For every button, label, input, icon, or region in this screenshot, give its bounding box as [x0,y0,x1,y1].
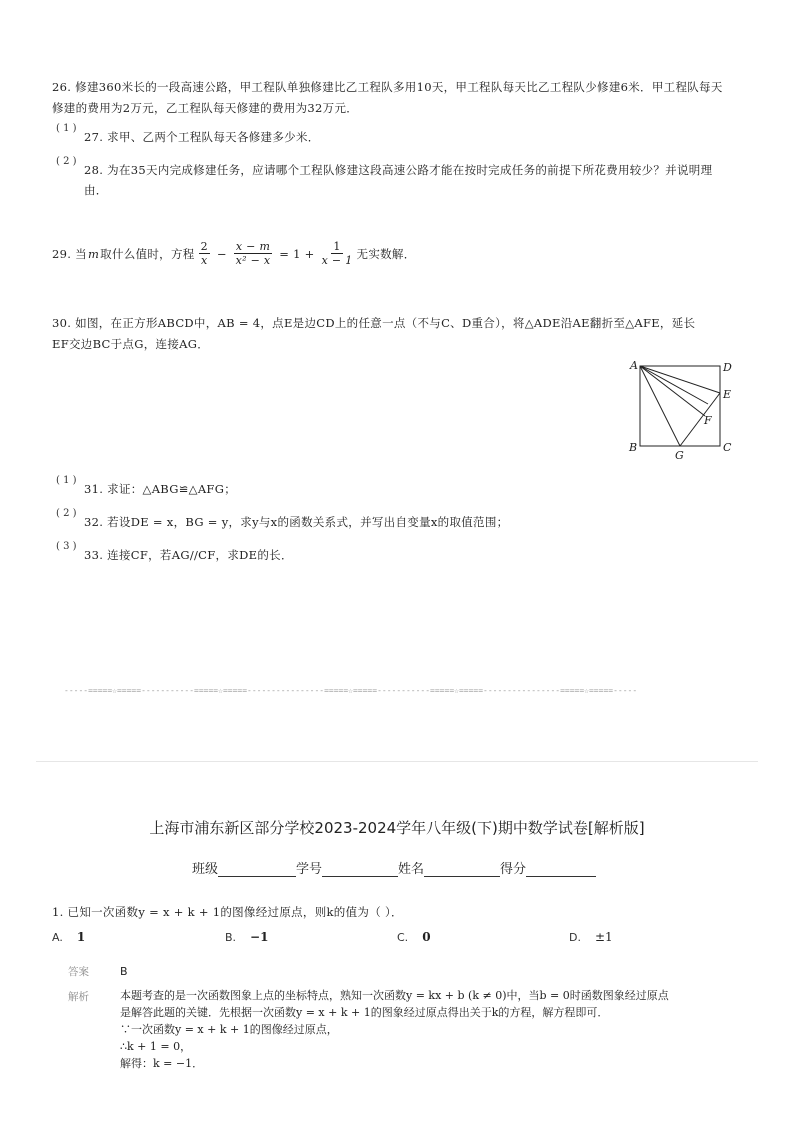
student-id-label: 学号 [296,862,323,877]
q29-minus: − [216,246,227,261]
analysis-line-4: ∴k + 1 = 0， [120,1040,192,1053]
exam-title: 上海市浦东新区部分学校2023-2024学年八年级(下)期中数学试卷[解析版] [149,819,645,837]
analysis-line-5: 解得：k = −1． [120,1057,204,1070]
score-label: 得分 [500,862,527,877]
label-e: E [723,388,732,401]
page-break-line [36,761,758,762]
q29-frac1-num: 2 [200,240,208,253]
analysis-line-1: 本题考查的是一次函数图象上点的坐标特点，熟知一次函数y = kx + b (k ≠ 0)中，当b = 0时函数图象经过原点 [120,989,669,1002]
class-field[interactable] [218,862,296,877]
label-a: A [630,359,638,372]
question-33: 33. 连接CF，若AG//CF，求DE的长． [84,548,293,562]
option-b-label: B. [225,931,237,944]
label-d: D [723,361,732,374]
name-label: 姓名 [398,862,425,877]
question-30 [52,314,752,353]
option-b[interactable] [225,930,268,944]
question-30-line2: EF交边BC于点G，连接AG． [52,337,210,351]
q29-frac1 [199,240,210,267]
square-figure [620,356,740,464]
sub-tag-31: ( 1 ) [56,475,77,486]
label-b: B [629,441,638,454]
q29-middle: 取什么值时，方程 [100,246,195,261]
question-28-line1: 28. 为在35天内完成修建任务，应请哪个工程队修建这段高速公路才能在按时完成任务的前提下所花费用较少？并说明理 [84,163,713,177]
option-a-value: 1 [76,930,86,944]
option-d-value: ±1 [594,930,613,944]
analysis-line-2: 是解答此题的关键．先根据一次函数y = x + k + 1的图象经过原点得出关于k的方程，解方程即可． [120,1006,609,1019]
q29-frac1-den: x [200,254,208,267]
option-c-label: C. [397,931,409,944]
option-d[interactable] [569,930,613,944]
student-id-field[interactable] [322,862,398,877]
label-c: C [723,441,732,454]
question-30-line1: 30. 如图，在正方形ABCD中，AB = 4，点E是边CD上的任意一点（不与C、D重合），将△ADE沿AE翻折至△AFE，延长 [52,316,696,330]
option-c-value: 0 [422,930,431,944]
question-26 [52,78,752,117]
answer-label: 答案 [68,966,89,978]
class-label: 班级 [192,862,219,877]
label-f: F [704,414,712,427]
q29-suffix: 无实数解． [356,246,416,261]
q29-prefix: 29. 当 [52,246,87,261]
label-g: G [675,449,684,462]
q29-var-m: m [87,246,100,261]
option-a-label: A. [52,931,63,944]
name-field[interactable] [424,862,500,877]
option-c[interactable] [397,930,431,944]
q29-frac2-num: x − m [235,240,271,253]
square-abcd [640,366,720,446]
question-28 [84,161,744,199]
sub-tag-33: ( 3 ) [56,541,77,552]
analysis-line-3: ∵一次函数y = x + k + 1的图像经过原点， [120,1023,338,1036]
answer-value: B [120,965,128,978]
segment-af [640,366,705,416]
option-d-label: D. [569,931,581,944]
analysis-label: 解析 [68,991,89,1003]
question-26-line2: 修建的费用为2万元，乙工程队每天修建的费用为32万元． [52,101,359,115]
q29-frac3 [322,240,353,267]
q29-frac3-den: x − 1 [321,254,353,267]
question-31: 31. 求证：△ABG≌△AFG； [84,482,236,496]
score-field[interactable] [526,862,596,877]
question-28-line2: 由． [84,183,108,197]
question-26-line1: 26. 修建360米长的一段高速公路，甲工程队单独修建比乙工程队多用10天，甲工程队每天比乙工程队少修建6米．甲工程队每天 [52,80,723,94]
q29-frac2 [234,240,272,267]
question-29 [52,240,416,267]
sub-tag-2: ( 2 ) [56,156,77,167]
q29-frac2-den: x² − x [235,254,271,267]
section-divider: -----=====☆=====-----------=====☆=====----------------=====☆=====-----------=====☆=====----------------=====☆=====----- [64,686,638,695]
option-a[interactable] [52,930,85,944]
sub-tag-1: ( 1 ) [56,123,77,134]
question-32: 32. 若设DE = x，BG = y，求y与x的函数关系式，并写出自变量x的取值范围； [84,515,509,529]
sub-tag-32: ( 2 ) [56,508,77,519]
analysis-body [120,987,740,1072]
q29-frac3-num: 1 [333,240,341,253]
student-info-row [192,858,596,877]
option-b-value: −1 [250,930,269,944]
q29-equals: = 1 + [279,246,315,261]
question-1: 1. 已知一次函数y = x + k + 1的图像经过原点，则k的值为（ ）． [52,905,403,919]
question-27: 27. 求甲、乙两个工程队每天各修建多少米． [84,130,320,144]
